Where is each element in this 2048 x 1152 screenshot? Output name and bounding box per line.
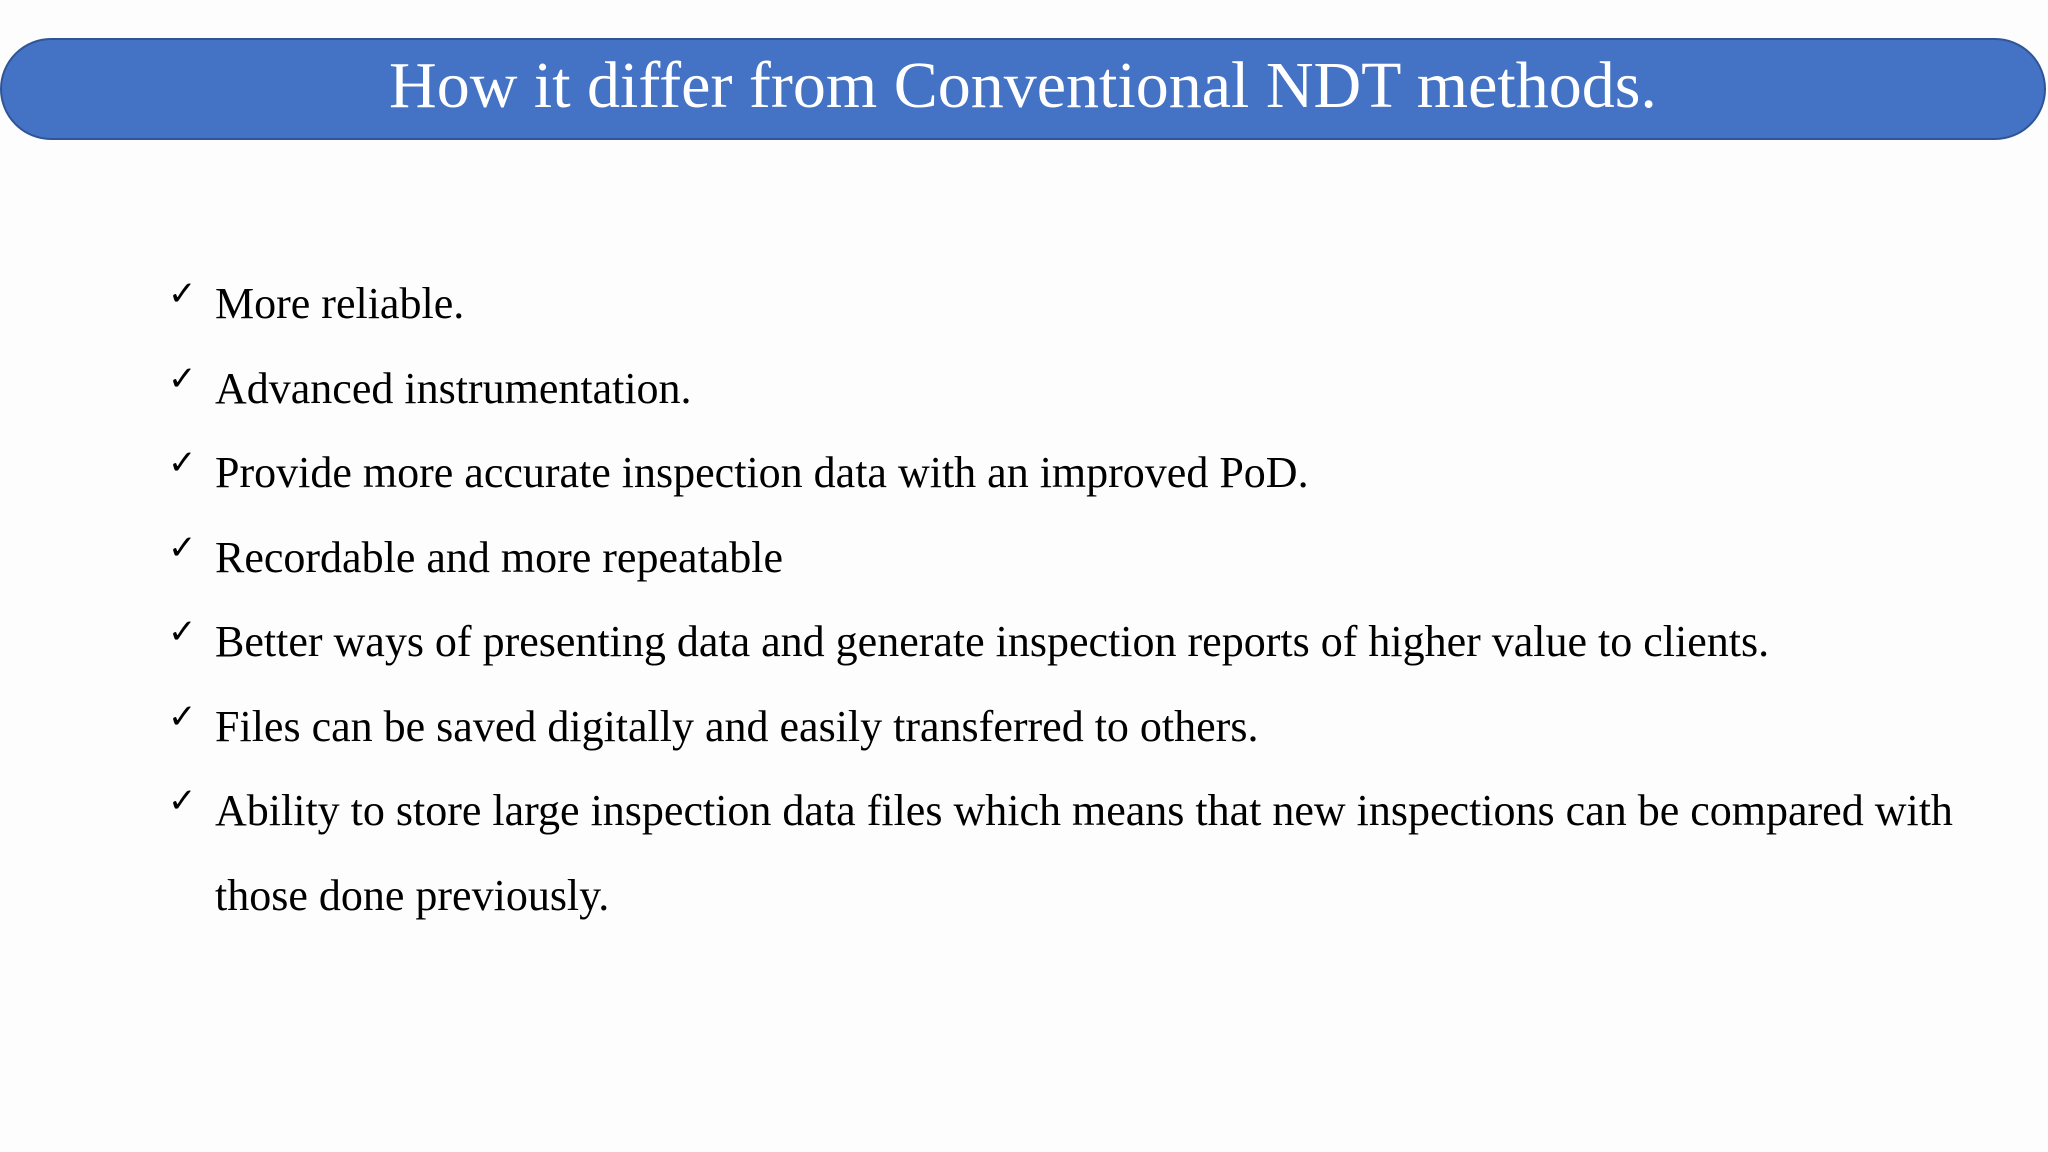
check-icon: ✓ [168, 696, 197, 737]
bullet-text: Ability to store large inspection data files which means that new inspections can be compared with those done previously. [215, 786, 1953, 920]
check-icon: ✓ [168, 527, 197, 568]
bullet-item [168, 600, 1988, 685]
check-icon: ✓ [168, 358, 197, 399]
bullet-item [168, 347, 1988, 432]
bullet-text: More reliable. [215, 279, 465, 328]
title-banner [0, 38, 2046, 140]
check-icon: ✓ [168, 612, 197, 652]
check-icon: ✓ [168, 274, 197, 314]
bullet-item [168, 769, 1988, 938]
bullet-item [168, 685, 1988, 770]
check-icon: ✓ [168, 781, 197, 821]
bullet-item [168, 262, 1988, 347]
bullet-text: Files can be saved digitally and easily transferred to others. [215, 701, 1259, 751]
bullet-list [168, 262, 1988, 938]
check-icon: ✓ [168, 443, 197, 483]
bullet-text: Provide more accurate inspection data with an improved PoD. [215, 448, 1309, 497]
bullet-item [168, 431, 1988, 516]
bullet-text: Advanced instrumentation. [215, 363, 692, 413]
bullet-text: Better ways of presenting data and generate inspection reports of higher value to clients. [215, 617, 1770, 666]
bullet-item [168, 516, 1988, 601]
slide-title: How it differ from Conventional NDT methods. [389, 49, 1657, 122]
bullet-text: Recordable and more repeatable [215, 532, 784, 582]
